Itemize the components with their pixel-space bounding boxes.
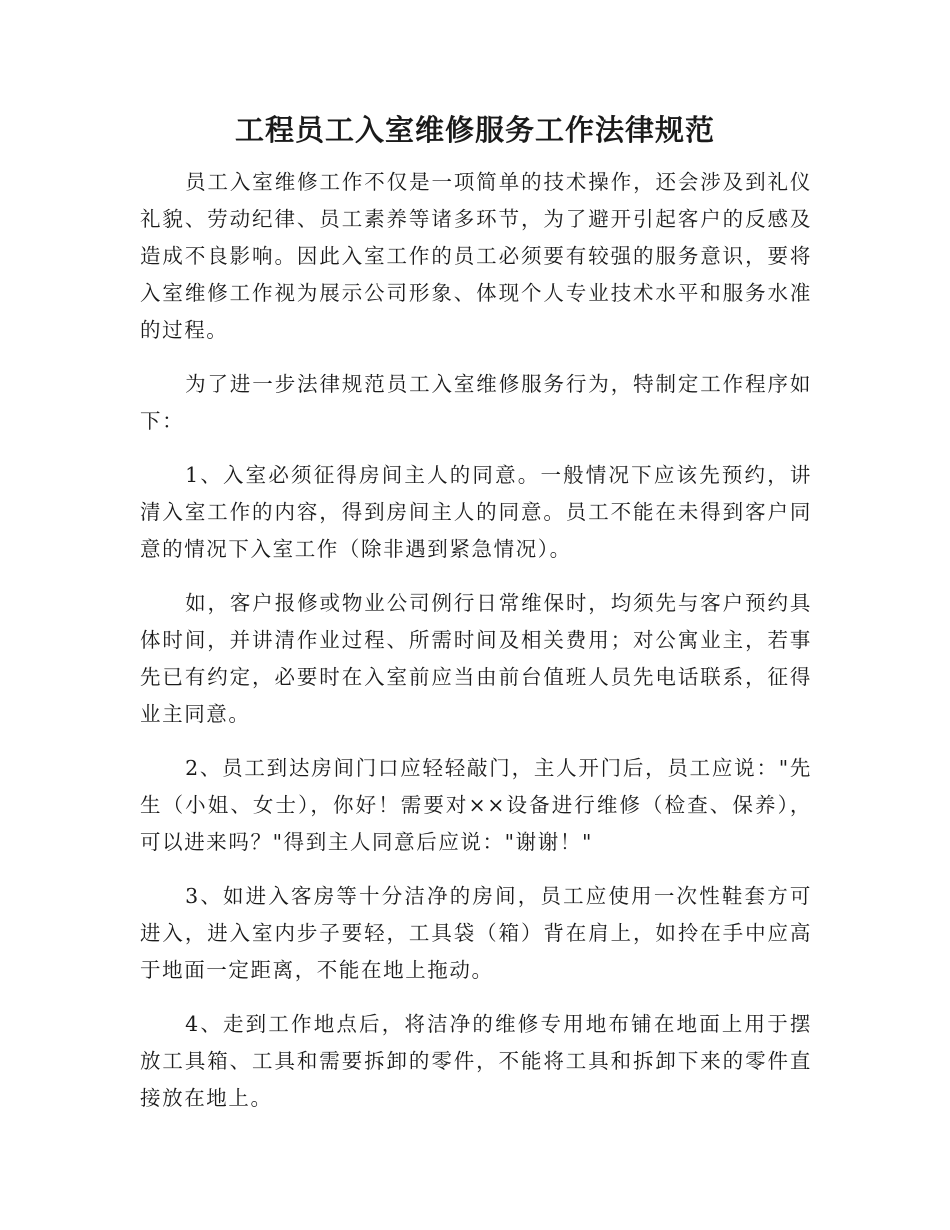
paragraph-rule-1-example: 如，客户报修或物业公司例行日常维保时，均须先与客户预约具体时间，并讲清作业过程、所需时间及相关费用；对公寓业主，若事先已有约定，必要时在入室前应当由前台值班人员先电话联系，征得业主同意。 bbox=[140, 591, 812, 726]
document-title: 工程员工入室维修服务工作法律规范 bbox=[234, 113, 715, 147]
paragraph-rule-3: 3、如进入客房等十分洁净的房间，员工应使用一次性鞋套方可进入，进入室内步子要轻，工具袋（箱）背在肩上，如拎在手中应高于地面一定距离，不能在地上拖动。 bbox=[140, 884, 812, 982]
document-body bbox=[140, 164, 812, 1134]
paragraph-rule-2: 2、员工到达房间门口应轻轻敲门，主人开门后，员工应说："先生（小姐、女士），你好！需要对××设备进行维修（检查、保养），可以进来吗？"得到主人同意后应说："谢谢！" bbox=[140, 756, 812, 854]
paragraph-procedure-intro: 为了进一步法律规范员工入室维修服务行为，特制定工作程序如下： bbox=[140, 372, 812, 433]
paragraph-rule-4: 4、走到工作地点后，将洁净的维修专用地布铺在地面上用于摆放工具箱、工具和需要拆卸的零件，不能将工具和拆卸下来的零件直接放在地上。 bbox=[140, 1012, 812, 1110]
paragraph-intro: 员工入室维修工作不仅是一项简单的技术操作，还会涉及到礼仪礼貌、劳动纪律、员工素养等诸多环节，为了避开引起客户的反感及造成不良影响。因此入室工作的员工必须要有较强的服务意识，要将入室维修工作视为展示公司形象、体现个人专业技术水平和服务水准的过程。 bbox=[140, 170, 812, 342]
paragraph-rule-1: 1、入室必须征得房间主人的同意。一般情况下应该先预约，讲清入室工作的内容，得到房间主人的同意。员工不能在未得到客户同意的情况下入室工作（除非遇到紧急情况）。 bbox=[140, 463, 812, 561]
